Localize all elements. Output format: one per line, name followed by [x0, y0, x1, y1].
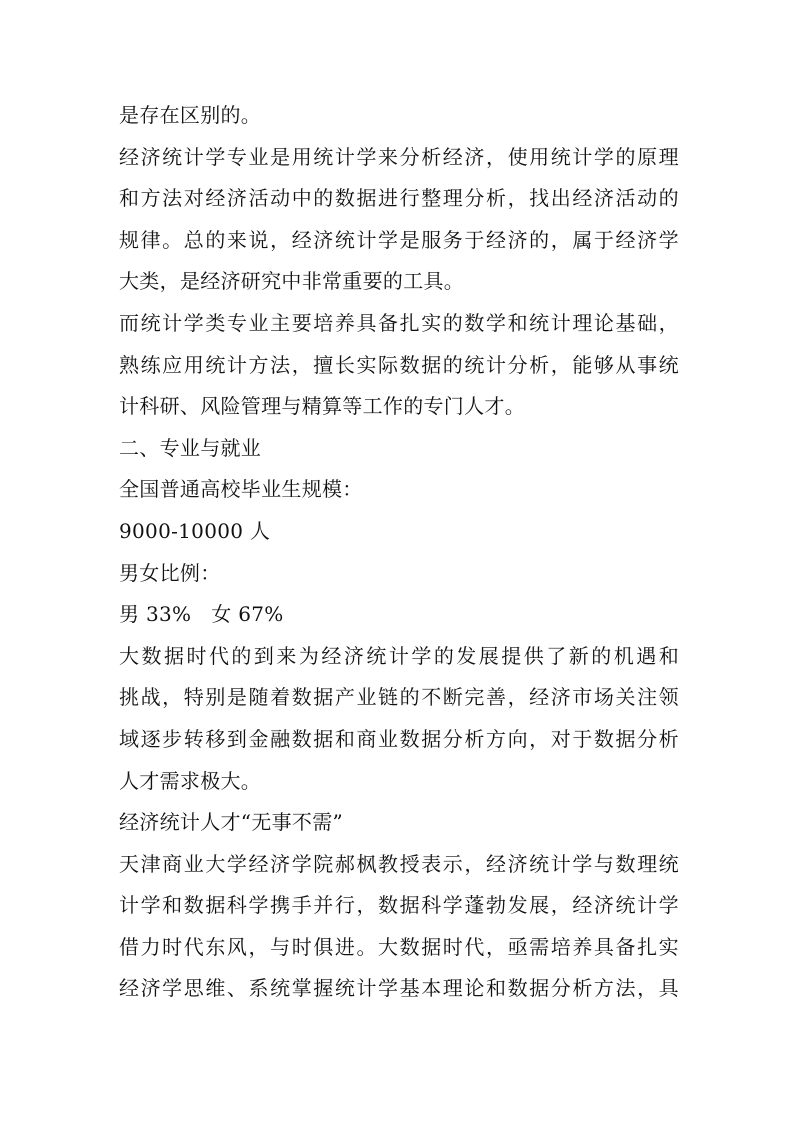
text-line: 计学和数据科学携手并行，数据科学蓬勃发展，经济统计学 — [119, 893, 679, 918]
text-line: 经济学思维、系统掌握统计学基本理论和数据分析方法，具 — [119, 976, 679, 1001]
document-body — [119, 95, 679, 1010]
text-line: 男女比例： — [119, 560, 221, 585]
text-line: 熟练应用统计方法，擅长实际数据的统计分析，能够从事统 — [119, 352, 679, 377]
text-line: 经济统计学专业是用统计学来分析经济，使用统计学的原理 — [119, 144, 679, 169]
text-line: 大数据时代的到来为经济统计学的发展提供了新的机遇和 — [119, 643, 679, 668]
text-line: 规律。总的来说，经济统计学是服务于经济的，属于经济学 — [119, 227, 679, 252]
text-line: 大类，是经济研究中非常重要的工具。 — [119, 269, 465, 294]
text-line: 而统计学类专业主要培养具备扎实的数学和统计理论基础， — [119, 310, 679, 335]
text-line: 是存在区别的。 — [119, 103, 262, 127]
text-line: 天津商业大学经济学院郝枫教授表示，经济统计学与数理统 — [119, 851, 679, 876]
gender-ratio-value: 男 33% 女 67% — [119, 602, 284, 627]
section-heading: 二、专业与就业 — [119, 435, 262, 460]
graduate-scale-value: 9000-10000 人 — [119, 518, 271, 543]
text-line: 挑战，特别是随着数据产业链的不断完善，经济市场关注领 — [119, 685, 679, 710]
text-line: 人才需求极大。 — [119, 768, 262, 793]
text-line: 借力时代东风，与时俱进。大数据时代，亟需培养具备扎实 — [119, 934, 679, 959]
text-line: 和方法对经济活动中的数据进行整理分析，找出经济活动的 — [119, 186, 679, 211]
text-line: 全国普通高校毕业生规模： — [119, 477, 363, 502]
text-line: 域逐步转移到金融数据和商业数据分析方向，对于数据分析 — [119, 726, 679, 751]
text-line: 计科研、风险管理与精算等工作的专门人才。 — [119, 394, 525, 419]
subheading: 经济统计人才“无事不需” — [119, 810, 344, 835]
